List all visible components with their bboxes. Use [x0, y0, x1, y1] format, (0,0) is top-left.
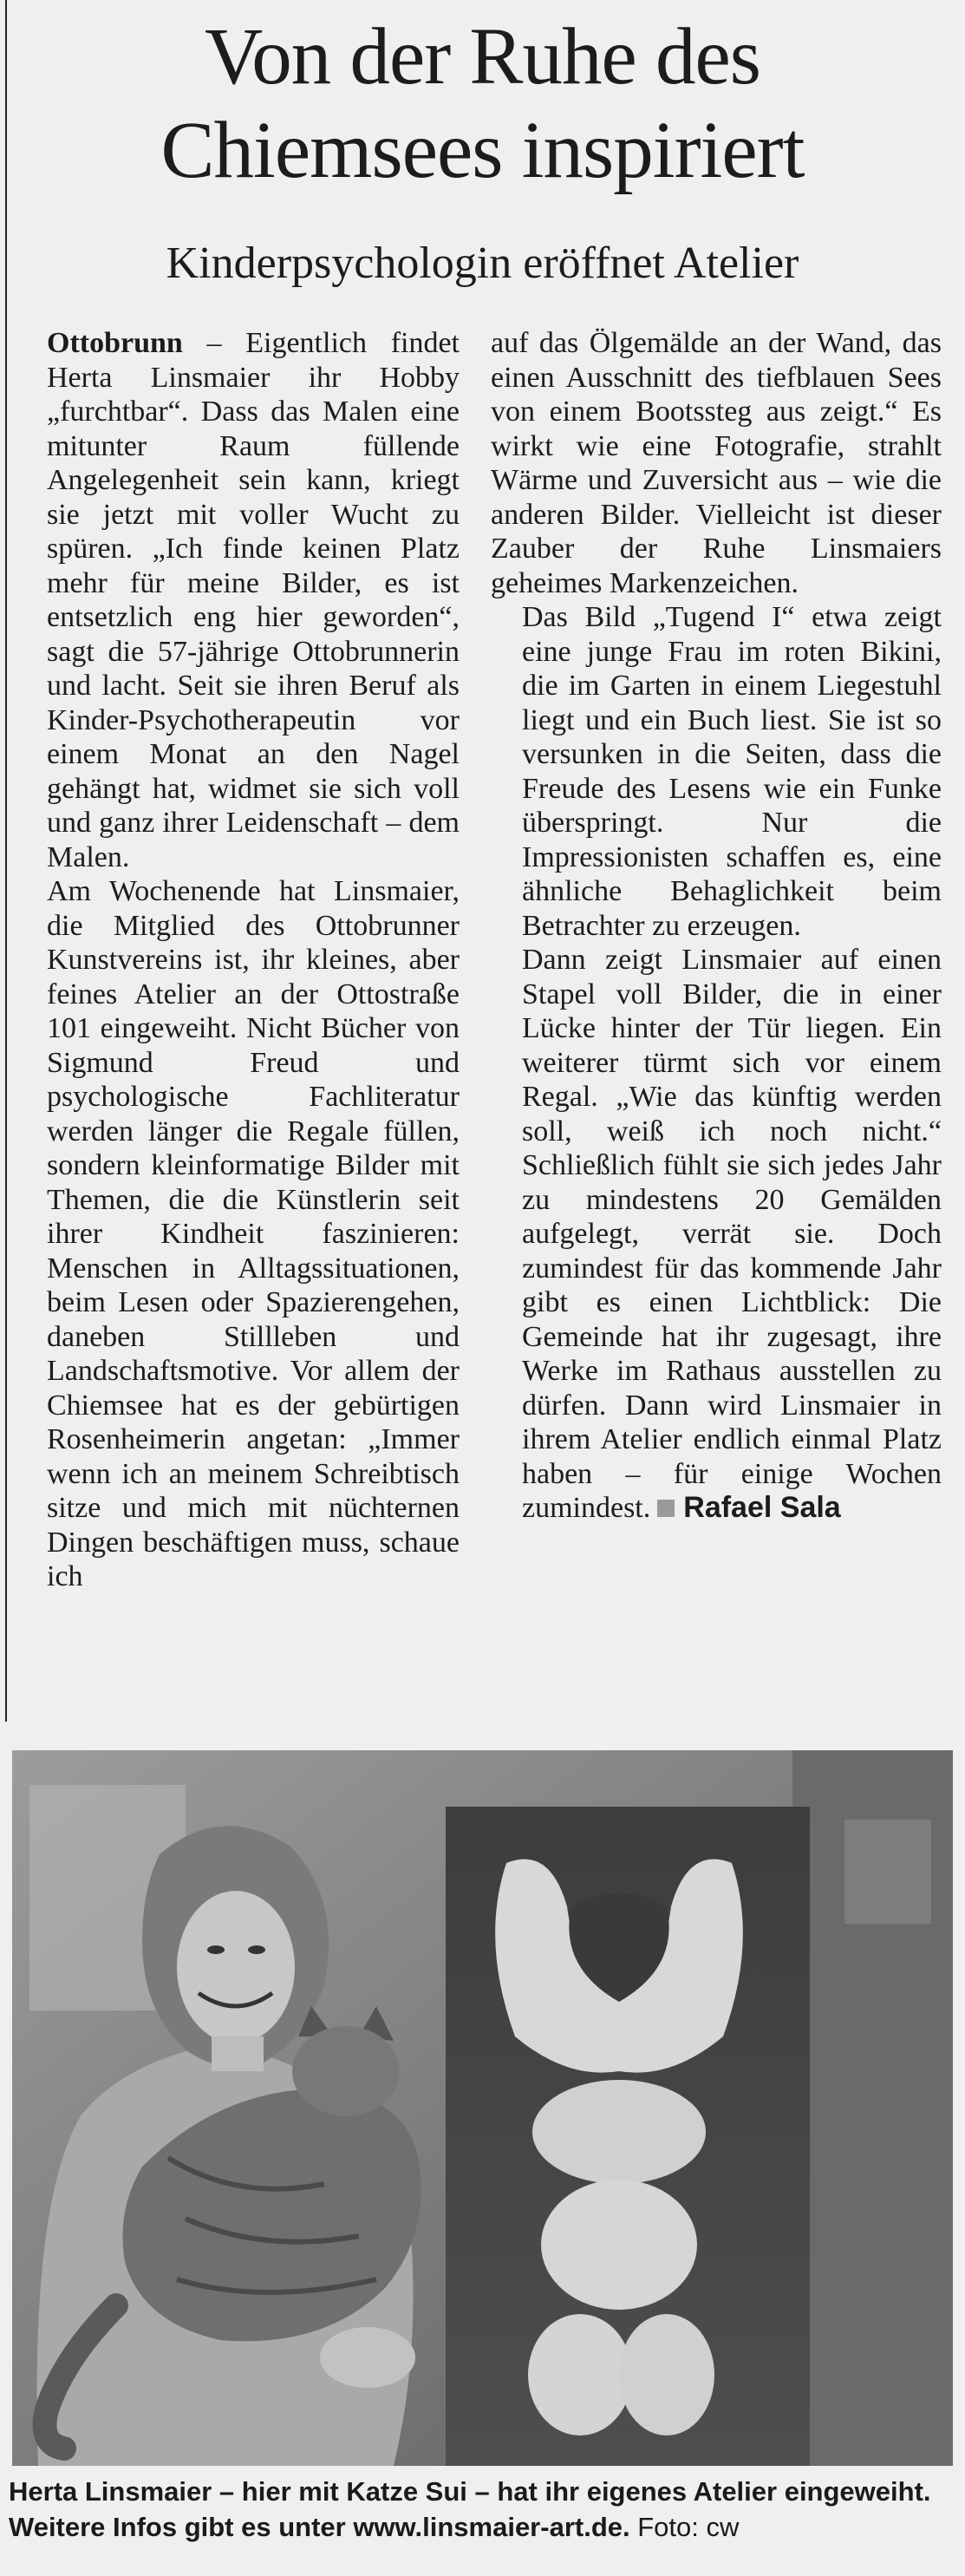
paragraph — [16, 874, 460, 1594]
end-mark-icon — [657, 1500, 675, 1517]
paragraph-text: Das Bild „Tugend I“ etwa zeigt eine junge Frau im roten Bikini, die im Garten in einem Liegestuhl liegt und ein Buch liest. Sie ist so versunken in die Seiten, dass die Freude des Lesens wie ein Funke überspringt. Nur die Impressionisten schaffen es, eine ähnliche Behaglichkeit beim Betrachter zu erzeugen. — [522, 601, 942, 942]
photo-caption — [9, 2474, 954, 2545]
author-byline: Rafael Sala — [683, 1491, 841, 1524]
paragraph — [491, 600, 942, 943]
paragraph — [491, 326, 942, 600]
subheadline: Kinderpsychologin eröffnet Atelier — [166, 239, 799, 288]
article-column-right — [491, 326, 942, 1526]
article-column-left — [16, 326, 460, 1594]
article-photo — [12, 1750, 953, 2466]
paragraph-text: – Eigentlich findet Herta Linsmaier ihr Hobby „furchtbar“. Dass das Malen eine mitunter Raum füllende Angelegenheit sein kann, kriegt sie jetzt mit voller Wucht zu spüren. „Ich finde keinen Platz mehr für meine Bilder, es ist entsetzlich eng hier geworden“, sagt die 57-jährige Ottobrunnerin und lacht. Seit sie ihren Beruf als Kinder-Psychotherapeutin vor einem Monat an den Nagel gehängt hat, widmet sie sich voll und ganz ihrer Leidenschaft – dem Malen. — [47, 327, 460, 873]
paragraph — [491, 943, 942, 1526]
dateline: Ottobrunn — [47, 327, 183, 359]
paragraph-text: Am Wochenende hat Linsmaier, die Mitglied des Ottobrunner Kunstvereins ist, ihr kleines, aber feines Atelier an der Ottostraße 101 eingeweiht. Nicht Bücher von Sigmund Freud und psychologische Fachliteratur werden länger die Regale füllen, sondern kleinformatige Bilder mit Themen, die die Künstlerin seit ihrer Kindheit faszinieren: Menschen in Alltagssituationen, beim Lesen oder Spazierengehen, daneben Stillleben und Landschaftsmotive. Vor allem der Chiemsee hat es der gebürtigen Rosenheimerin angetan: „Immer wenn ich an meinem Schreibtisch sitze und mich mit nüchternen Dingen beschäftigen muss, schaue ich — [47, 875, 460, 1592]
paragraph — [16, 326, 460, 874]
paragraph-text: Dann zeigt Linsmaier auf einen Stapel voll Bilder, die in einer Lücke hinter der Tür liegen. Ein weiterer türmt sich vor einem Regal. „Wie das künftig werden soll, weiß ich noch nicht.“ Schließlich fühlt sie sich jedes Jahr zu mindestens 20 Gemälden aufgelegt, verrät sie. Doch zumindest für das kommende Jahr gibt es einen Lichtblick: Die Gemeinde hat ihr zugesagt, ihre Werke im Rathaus ausstellen zu dürfen. Dann wird Linsmaier in ihrem Atelier endlich einmal Platz haben – für einige Wochen zumindest. — [522, 944, 942, 1524]
photo-illustration — [12, 1750, 953, 2466]
caption-text: Herta Linsmaier – hier mit Katze Sui – hat ihr eigenes Atelier eingeweiht. Weitere Infos gibt es unter www.linsmaier-art.de. — [9, 2476, 931, 2542]
headline-line-1: Von der Ruhe des — [205, 12, 760, 101]
headline — [0, 10, 965, 198]
painting-canvas — [446, 1807, 810, 2466]
photo-credit: Foto: cw — [637, 2512, 740, 2542]
headline-line-2: Chiemsees inspiriert — [160, 106, 805, 195]
paragraph-text: auf das Ölgemälde an der Wand, das einen Ausschnitt des tiefblauen Sees von einem Bootssteg aus zeigt.“ Es wirkt wie eine Fotografie, strahlt Wärme und Zuversicht aus – wie die anderen Bilder. Vielleicht ist dieser Zauber der Ruhe Linsmaiers geheimes Markenzeichen. — [491, 327, 942, 599]
